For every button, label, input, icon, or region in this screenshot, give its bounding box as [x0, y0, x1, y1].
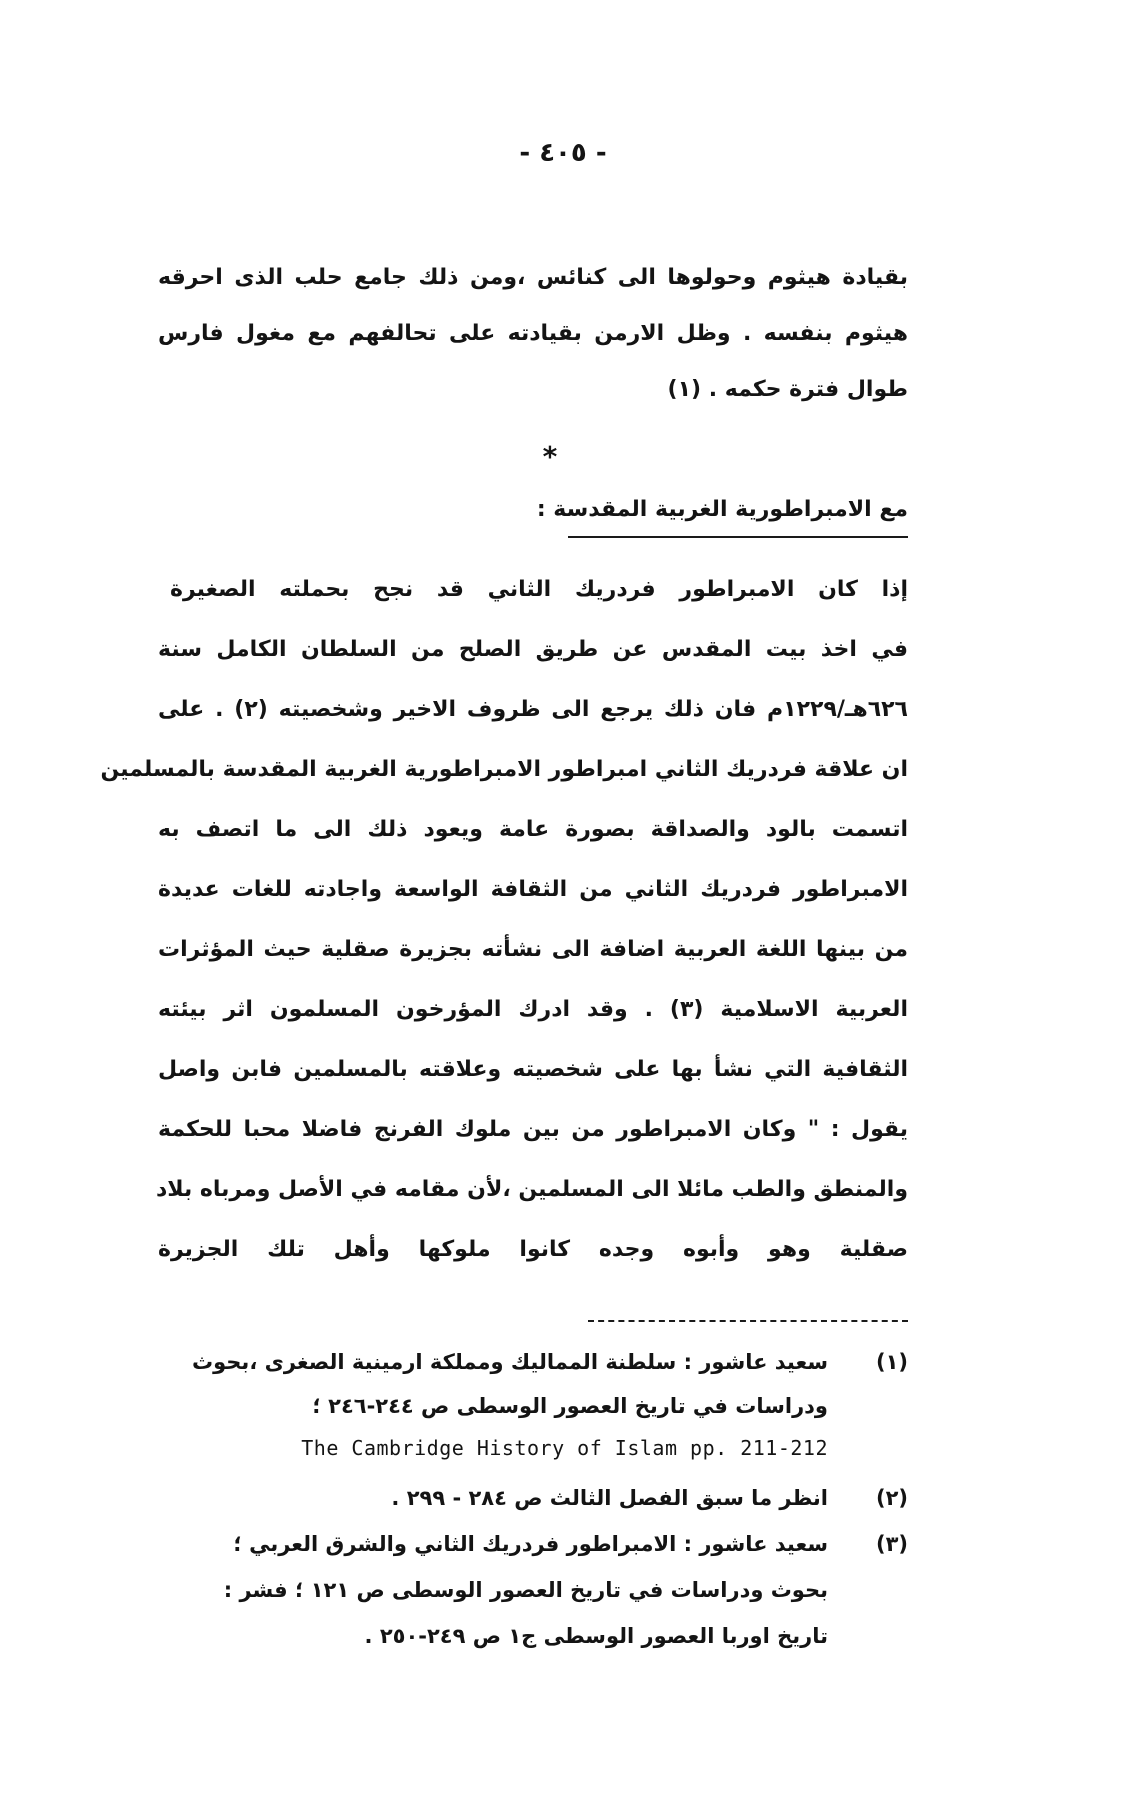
footnote-line: سعيد عاشور : سلطنة المماليك ومملكة ارمينية الصغرى ،بحوث [192, 1350, 828, 1374]
intro-line: طوال فترة حكمه . (١) [667, 377, 908, 402]
body-line: ٦٢٦هـ/١٢٢٩م فان ذلك يرجع الى ظروف الاخير وشخصيته (٢) . على [158, 697, 908, 722]
footnote-2 [148, 1478, 908, 1522]
footnote-marker: (٢) [875, 1486, 908, 1510]
body-line: ان علاقة فردريك الثاني امبراطور الامبراطورية الغربية المقدسة بالمسلمين [100, 757, 908, 782]
body-line: إذا كان الامبراطور فردريك الثاني قد نجح بحملته الصغيرة [170, 577, 908, 602]
footnote-1 [148, 1342, 908, 1472]
body-line: الثقافية التي نشأ بها على شخصيته وعلاقته بالمسلمين فابن واصل [158, 1057, 908, 1082]
footnote-line: سعيد عاشور : الامبراطور فردريك الثاني والشرق العربي ؛ [233, 1532, 828, 1556]
section-heading: مع الامبراطورية الغربية المقدسة : [536, 497, 908, 522]
body-line: والمنطق والطب مائلا الى المسلمين ،لأن مقامه في الأصل ومرباه بلاد [155, 1177, 908, 1202]
intro-line: بقيادة هيثوم وحولوها الى كنائس ،ومن ذلك جامع حلب الذى احرقه [158, 265, 908, 290]
intro-paragraph [158, 258, 908, 402]
body-line: يقول : " وكان الامبراطور من بين ملوك الفرنج فاضلا محبا للحكمة [158, 1117, 908, 1142]
body-line: الامبراطور فردريك الثاني من الثقافة الواسعة واجادته للغات عديدة [158, 877, 908, 902]
heading-underline [568, 536, 908, 538]
body-line: العربية الاسلامية (٣) . وقد ادرك المؤرخون المسلمون اثر بيئته [158, 997, 908, 1022]
footnote-3 [148, 1524, 908, 1664]
body-line: اتسمت بالود والصداقة بصورة عامة ويعود ذلك الى ما اتصف به [158, 817, 908, 842]
footnote-line: بحوث ودراسات في تاريخ العصور الوسطى ص ١٢١ ؛ فشر : [223, 1578, 828, 1602]
body-line: من بينها اللغة العربية اضافة الى نشأته بجزيرة صقلية حيث المؤثرات [158, 937, 908, 962]
body-line: صقلية وهو وأبوه وجده كانوا ملوكها وأهل تلك الجزيرة [158, 1237, 908, 1262]
footnote-latin-citation: The Cambridge History of Islam pp. 211-212 [301, 1436, 828, 1460]
footnote-marker: (٣) [875, 1532, 908, 1556]
footnote-line: تاريخ اوربا العصور الوسطى ج١ ص ٢٤٩-٢٥٠ . [364, 1624, 828, 1648]
body-line: في اخذ بيت المقدس عن طريق الصلح من السلطان الكامل سنة [158, 637, 908, 662]
page-number: - ٤٠٥ - [519, 138, 607, 168]
intro-line: هيثوم بنفسه . وظل الارمن بقيادته على تحالفهم مع مغول فارس [158, 321, 908, 346]
separator-star: * [542, 440, 558, 473]
body-paragraph [100, 570, 908, 1290]
footnote-line: انظر ما سبق الفصل الثالث ص ٢٨٤ - ٢٩٩ . [391, 1486, 828, 1510]
footnote-line: ودراسات في تاريخ العصور الوسطى ص ٢٤٤-٢٤٦ ؛ [312, 1394, 828, 1418]
footnote-divider [588, 1320, 908, 1322]
footnote-marker: (١) [875, 1350, 908, 1374]
